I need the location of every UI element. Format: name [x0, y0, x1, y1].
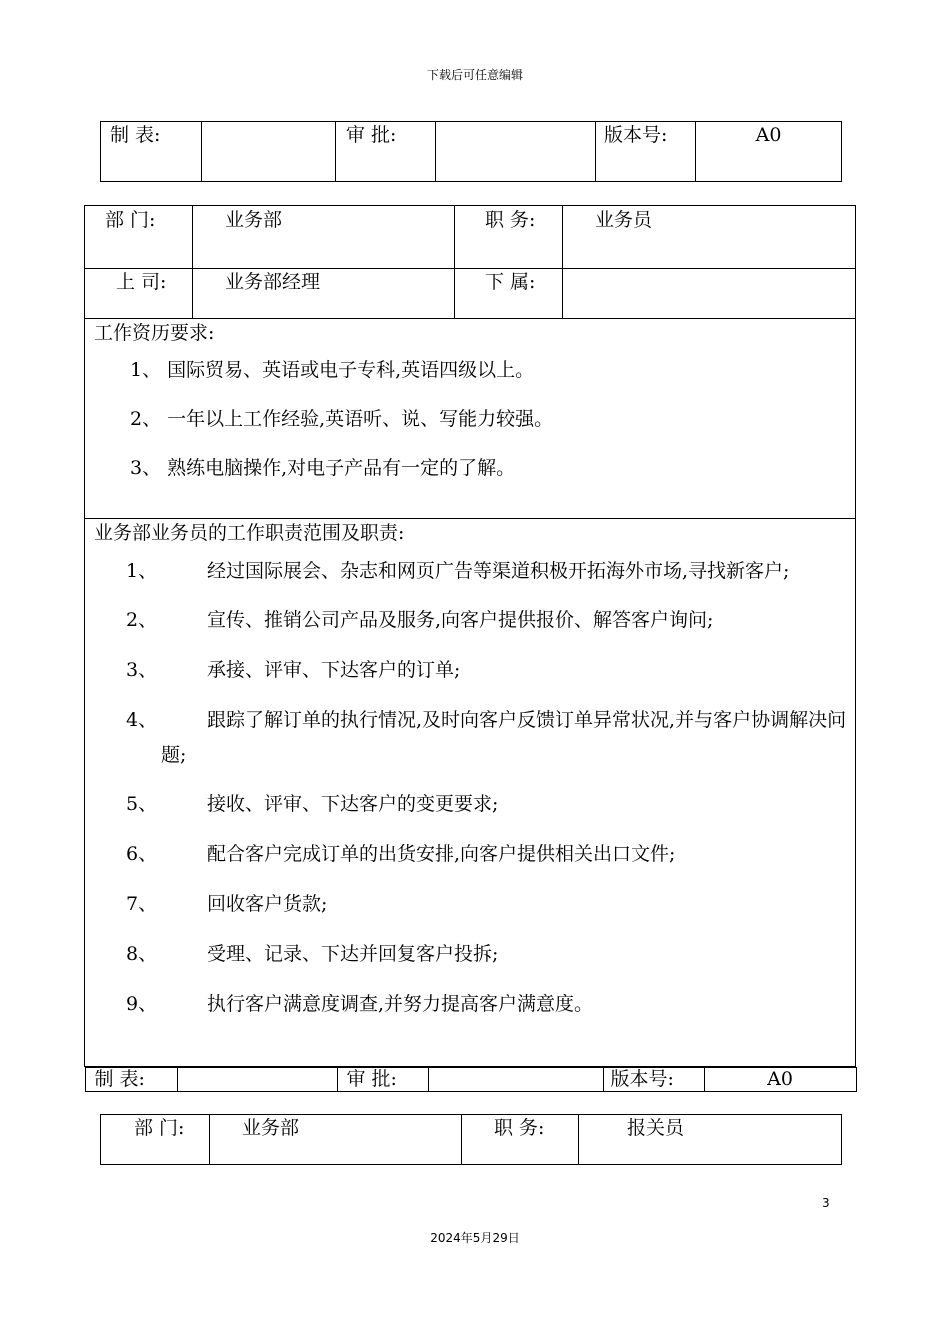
subordinate-label: 下 属: [455, 269, 563, 319]
superior-value: 业务部经理 [193, 269, 455, 319]
approved-value [436, 122, 596, 182]
requirements-title: 工作资历要求: [94, 322, 215, 344]
version-value: A0 [696, 122, 842, 182]
duty-number: 5、 [126, 793, 158, 815]
dept-value-2: 业务部 [210, 1115, 462, 1165]
duty-text: 宣传、推销公司产品及服务,向客户提供报价、解答客户询问; [207, 609, 714, 631]
version-label: 版本号: [596, 122, 696, 182]
prepared-value [202, 122, 336, 182]
position-label: 职 务: [455, 206, 563, 269]
duties-title: 业务部业务员的工作职责范围及职责: [94, 522, 405, 544]
duty-item [94, 937, 847, 972]
duty-number: 8、 [126, 943, 158, 965]
footer-prepared-value [177, 1068, 337, 1092]
duty-item [94, 887, 847, 922]
duty-item [94, 837, 847, 872]
duty-item [94, 987, 847, 1022]
duty-number: 6、 [126, 843, 158, 865]
duties-section [85, 519, 856, 1067]
page-number: 3 [822, 1196, 830, 1210]
requirement-item: 1、 国际贸易、英语或电子专科,英语四级以上。 [130, 359, 535, 381]
job-description-table-2 [100, 1114, 842, 1165]
dept-label-2: 部 门: [101, 1115, 210, 1165]
duty-item [94, 603, 847, 638]
duty-number: 3、 [126, 659, 158, 681]
prepared-label: 制 表: [101, 122, 202, 182]
duty-item [94, 787, 847, 822]
duty-text: 配合客户完成订单的出货安排,向客户提供相关出口文件; [207, 843, 676, 865]
duty-number: 1、 [126, 560, 158, 582]
footer-approved-label: 审 批: [337, 1068, 428, 1092]
duty-text: 经过国际展会、杂志和网页广告等渠道积极开拓海外市场,寻找新客户; [207, 560, 790, 582]
footer-version-label: 版本号: [603, 1068, 704, 1092]
duty-item [94, 653, 847, 688]
requirements-section [85, 319, 856, 519]
duty-text: 执行客户满意度调查,并努力提高客户满意度。 [207, 993, 594, 1015]
footer-approved-value [428, 1068, 603, 1092]
position-value: 业务员 [563, 206, 856, 269]
dept-value: 业务部 [193, 206, 455, 269]
position-label-2: 职 务: [462, 1115, 579, 1165]
position-value-2: 报关员 [579, 1115, 842, 1165]
duty-text: 跟踪了解订单的执行情况,及时向客户反馈订单异常状况,并与客户协调解决问题; [161, 709, 847, 766]
footer-version-value: A0 [704, 1068, 856, 1092]
duty-number: 4、 [126, 709, 158, 731]
approval-table-top [100, 121, 842, 182]
duty-text: 接收、评审、下达客户的变更要求; [207, 793, 499, 815]
header-note: 下载后可任意编辑 [426, 68, 523, 82]
page-date: 2024年5月29日 [430, 1231, 520, 1245]
duty-number: 9、 [126, 993, 158, 1015]
duty-text: 回收客户货款; [207, 893, 328, 915]
duty-text: 承接、评审、下达客户的订单; [207, 659, 461, 681]
duty-number: 7、 [126, 893, 158, 915]
subordinate-value [563, 269, 856, 319]
duty-number: 2、 [126, 609, 158, 631]
footer-prepared-label: 制 表: [85, 1068, 177, 1092]
requirement-item: 2、 一年以上工作经验,英语听、说、写能力较强。 [130, 408, 554, 430]
superior-label: 上 司: [85, 269, 193, 319]
duty-item [94, 554, 847, 589]
job-description-table [84, 205, 856, 1092]
duty-text: 受理、记录、下达并回复客户投拆; [207, 943, 499, 965]
dept-label: 部 门: [85, 206, 193, 269]
approved-label: 审 批: [336, 122, 436, 182]
duty-item [94, 703, 847, 773]
requirement-item: 3、 熟练电脑操作,对电子产品有一定的了解。 [130, 457, 516, 479]
approval-table-footer [85, 1067, 857, 1092]
